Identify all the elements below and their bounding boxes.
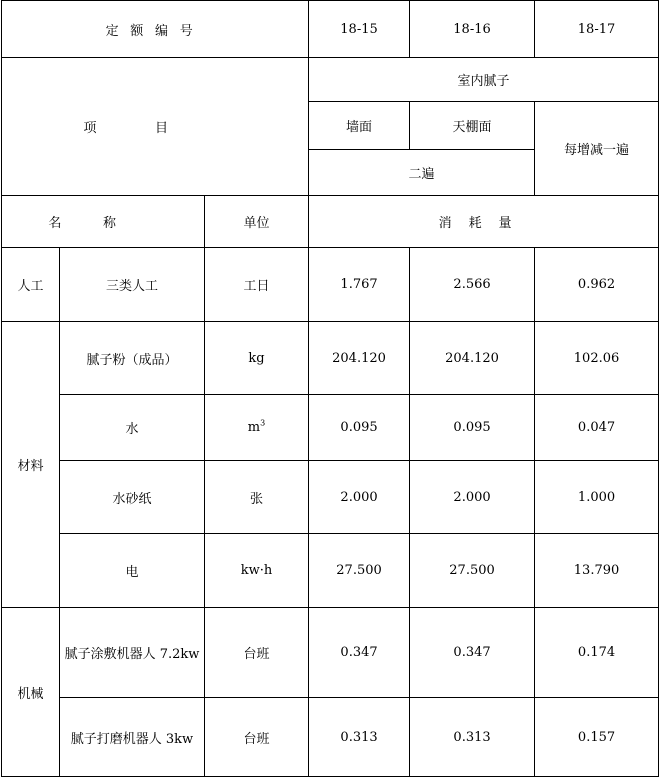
row-value-18-16: 0.095	[410, 395, 535, 461]
row-value-18-16: 2.000	[410, 461, 535, 534]
group-title: 室内腻子	[309, 58, 659, 102]
group-machine: 机械	[2, 608, 60, 777]
row-value-18-17: 13.790	[535, 534, 659, 608]
passes-label: 二遍	[309, 150, 535, 196]
code-18-16: 18-16	[410, 1, 535, 58]
row-unit: kg	[205, 322, 309, 395]
table-row	[2, 698, 659, 777]
header-item-row-1	[2, 58, 659, 102]
table-row	[2, 395, 659, 461]
table-row	[2, 461, 659, 534]
group-material: 材料	[2, 322, 60, 608]
row-name: 腻子粉（成品）	[60, 322, 205, 395]
row-value-18-17: 0.157	[535, 698, 659, 777]
header-code-row	[2, 1, 659, 58]
sub-extra: 每增减一遍	[535, 102, 659, 196]
row-unit	[205, 395, 309, 461]
item-label: 项目	[2, 58, 309, 196]
row-value-18-16: 0.313	[410, 698, 535, 777]
table-row	[2, 248, 659, 322]
name-label: 名称	[2, 196, 205, 248]
group-labor: 人工	[2, 248, 60, 322]
unit-superscript: 3	[260, 418, 266, 428]
unit-text: m	[247, 420, 261, 435]
row-value-18-16: 2.566	[410, 248, 535, 322]
row-value-18-16: 0.347	[410, 608, 535, 698]
code-18-17: 18-17	[535, 1, 659, 58]
row-value-18-17: 0.174	[535, 608, 659, 698]
table-row	[2, 534, 659, 608]
row-value-18-15: 0.347	[309, 608, 410, 698]
row-unit: kw·h	[205, 534, 309, 608]
row-value-18-15: 27.500	[309, 534, 410, 608]
header-name-row	[2, 196, 659, 248]
row-value-18-17: 0.047	[535, 395, 659, 461]
row-value-18-15: 0.313	[309, 698, 410, 777]
row-value-18-15: 0.095	[309, 395, 410, 461]
code-18-15: 18-15	[309, 1, 410, 58]
quota-table	[1, 0, 659, 777]
row-unit: 工日	[205, 248, 309, 322]
row-name: 腻子涂敷机器人 7.2kw	[60, 608, 205, 698]
row-name: 腻子打磨机器人 3kw	[60, 698, 205, 777]
row-value-18-15: 204.120	[309, 322, 410, 395]
table-row	[2, 608, 659, 698]
row-unit: 台班	[205, 608, 309, 698]
unit-label: 单位	[205, 196, 309, 248]
table-row	[2, 322, 659, 395]
row-value-18-15: 1.767	[309, 248, 410, 322]
row-value-18-15: 2.000	[309, 461, 410, 534]
row-name: 水砂纸	[60, 461, 205, 534]
row-value-18-17: 0.962	[535, 248, 659, 322]
row-name: 水	[60, 395, 205, 461]
row-name: 电	[60, 534, 205, 608]
row-unit: 张	[205, 461, 309, 534]
code-label: 定额编号	[2, 1, 309, 58]
row-unit: 台班	[205, 698, 309, 777]
sub-wall: 墙面	[309, 102, 410, 150]
row-name: 三类人工	[60, 248, 205, 322]
row-value-18-16: 27.500	[410, 534, 535, 608]
row-value-18-16: 204.120	[410, 322, 535, 395]
row-value-18-17: 1.000	[535, 461, 659, 534]
consumption-label: 消耗量	[309, 196, 659, 248]
row-value-18-17: 102.06	[535, 322, 659, 395]
sub-ceiling: 天棚面	[410, 102, 535, 150]
